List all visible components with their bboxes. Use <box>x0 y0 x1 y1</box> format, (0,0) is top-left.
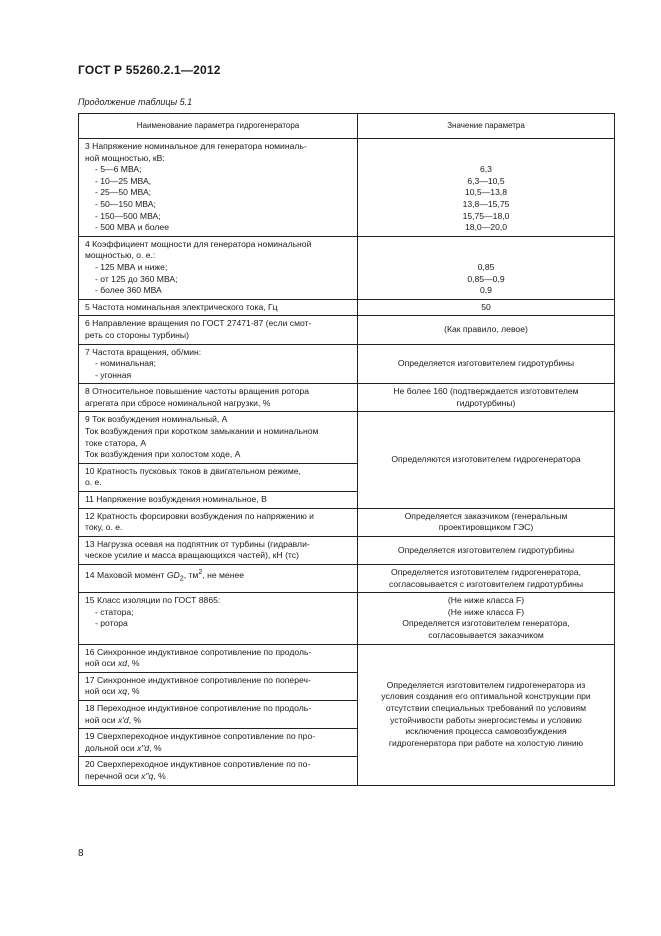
value-text: (Не ниже класса F) <box>447 606 525 617</box>
param-cell: 11 Напряжение возбуждения номинальное, В <box>79 492 358 509</box>
param-cell <box>79 700 358 728</box>
param-cell <box>79 384 358 412</box>
table-row <box>79 644 615 672</box>
param-text: дольной оси <box>85 742 138 753</box>
value-text: 10,5—13,8 <box>464 187 508 198</box>
table-row <box>79 299 615 316</box>
param-item: - 150—500 МВА; <box>95 210 161 221</box>
param-item: - 10—25 МВА, <box>95 175 152 186</box>
param-text: токе статора, А <box>85 437 147 448</box>
table-caption: Продолжение таблицы 5.1 <box>78 97 193 107</box>
param-item: - ротора <box>95 618 128 629</box>
value-text: отсутствии специальных требований по условиям <box>385 702 587 713</box>
param-text: 19 Сверхпереходное индуктивное сопротивление по про- <box>85 731 316 742</box>
value-text: 6,3 <box>480 164 492 175</box>
param-cell <box>79 729 358 757</box>
value-text: Не более 160 (подтверждается изготовителем <box>393 386 579 397</box>
value-text: условия создания его оптимальной конструкции при <box>381 691 591 702</box>
value-cell: (Как правило, левое) <box>358 316 615 344</box>
param-text: ной оси <box>85 658 118 669</box>
param-text: 10 Кратность пусковых токов в двигательном режиме, <box>85 465 301 476</box>
param-text: о. е. <box>85 477 102 488</box>
value-text: согласовывается с изготовителем гидротурбины <box>388 578 584 589</box>
param-text: , % <box>149 742 162 753</box>
param-text: ческое усилие и масса вращающихся частей), кН (тс) <box>85 550 299 561</box>
param-text: 18 Переходное индуктивное сопротивление по продоль- <box>85 702 312 713</box>
value-text: 0,85 <box>477 261 495 272</box>
value-cell <box>358 644 615 785</box>
param-text: Ток возбуждения при холостом ходе, А <box>85 449 241 460</box>
param-text: , % <box>153 770 166 781</box>
value-text: 13,8—15,75 <box>462 198 510 209</box>
value-text: проектировщиком ГЭС) <box>438 522 534 533</box>
param-subscript: 2 <box>179 574 184 583</box>
param-text: 20 Сверхпереходное индуктивное сопротивление по по- <box>85 759 311 770</box>
param-text: 6 Направление вращения по ГОСТ 27471-87 (если смот- <box>85 318 312 329</box>
value-text: 0,85—0,9 <box>467 273 505 284</box>
param-text: 4 Коэффициент мощности для генератора номинальной <box>85 238 312 249</box>
param-cell <box>79 316 358 344</box>
param-symbol: xq <box>117 686 128 697</box>
table-row <box>79 236 615 299</box>
table-row <box>79 412 615 463</box>
param-text: 12 Кратность форсировки возбуждения по напряжению и <box>85 510 314 521</box>
param-text: , % <box>127 658 140 669</box>
param-text: перечной оси <box>85 770 142 781</box>
param-item: - 25—50 МВА; <box>95 187 152 198</box>
table-row <box>79 384 615 412</box>
param-text: 13 Нагрузка осевая на подпятник от турбины (гидравли- <box>85 538 310 549</box>
param-cell <box>79 412 358 463</box>
param-text: 9 Ток возбуждения номинальный, А <box>85 414 228 425</box>
table-row <box>79 344 615 384</box>
value-cell <box>358 508 615 536</box>
value-text: согласовывается заказчиком <box>428 629 544 640</box>
param-text: , % <box>127 686 140 697</box>
param-text: 7 Частота вращения, об/мин: <box>85 346 202 357</box>
param-cell <box>79 593 358 644</box>
param-cell <box>79 536 358 564</box>
param-text: , не менее <box>202 569 245 580</box>
value-text: 15,75—18,0 <box>462 210 510 221</box>
param-item: - 5—6 МВА; <box>95 164 142 175</box>
param-cell <box>79 344 358 384</box>
param-cell <box>79 139 358 237</box>
value-text: гидрогенератора при работе на холостую линию <box>388 737 584 748</box>
value-text: устойчивости работы энергосистемы и условию <box>390 714 582 725</box>
param-item: - от 125 до 360 МВА; <box>95 273 178 284</box>
value-cell: Определяется изготовителем гидротурбины <box>358 344 615 384</box>
param-cell <box>79 757 358 785</box>
param-text: 17 Синхронное индуктивное сопротивление по попереч- <box>85 674 311 685</box>
value-cell <box>358 236 615 299</box>
document-header: ГОСТ Р 55260.2.1—2012 <box>78 63 221 77</box>
table-row <box>79 316 615 344</box>
param-cell: 5 Частота номинальная электрического тока, Гц <box>79 299 358 316</box>
param-cell <box>79 508 358 536</box>
table-header-row <box>79 114 615 139</box>
value-text: Определяется заказчиком (генеральным <box>404 510 568 521</box>
value-text: (Не ниже класса F) <box>447 595 525 606</box>
value-text: 18,0—20,0 <box>464 222 508 233</box>
table-row <box>79 565 615 593</box>
param-text: ной мощностью, кВ: <box>85 152 165 163</box>
param-superscript: 2 <box>198 568 203 576</box>
param-text: ной оси <box>85 714 118 725</box>
param-item: - угонная <box>95 369 132 380</box>
table-row <box>79 508 615 536</box>
param-symbol: GD <box>166 569 180 580</box>
param-item: - номинальная; <box>95 358 157 369</box>
param-cell <box>79 236 358 299</box>
param-text: 8 Относительное повышение частоты вращения ротора <box>85 386 309 397</box>
param-symbol: xd <box>117 658 128 669</box>
param-cell <box>79 463 358 491</box>
param-text: 16 Синхронное индуктивное сопротивление по продоль- <box>85 646 312 657</box>
column-header-value: Значение параметра <box>358 114 615 139</box>
param-symbol: x"d <box>137 742 150 753</box>
param-text: 14 Маховой момент <box>85 569 167 580</box>
value-cell <box>358 139 615 237</box>
table-row <box>79 536 615 564</box>
value-text: Определяется изготовителем генератора, <box>402 618 570 629</box>
param-item: - 50—150 МВА; <box>95 198 156 209</box>
param-cell <box>79 644 358 672</box>
value-text: гидротурбины) <box>456 397 516 408</box>
value-cell: Определяются изготовителем гидрогенератора <box>358 412 615 508</box>
value-cell <box>358 565 615 593</box>
value-text: 6,3—10,5 <box>467 175 505 186</box>
param-item: - 500 МВА и более <box>95 222 169 233</box>
value-cell: 50 <box>358 299 615 316</box>
param-text: ной оси <box>85 686 118 697</box>
table-row <box>79 593 615 644</box>
param-text: току, о. е. <box>85 522 123 533</box>
param-symbol: x"q <box>141 770 154 781</box>
value-text: Определяется изготовителем гидрогенератора из <box>386 679 586 690</box>
value-text: 0,9 <box>480 285 492 296</box>
param-text: 3 Напряжение номинальное для генератора номиналь- <box>85 141 307 151</box>
value-cell <box>358 593 615 644</box>
column-header-name: Наименование параметра гидрогенератора <box>79 114 358 139</box>
param-text: реть со стороны турбины) <box>85 329 189 340</box>
value-text: исключения процесса самовозбуждения <box>405 726 567 737</box>
param-symbol: x'd <box>117 714 129 725</box>
param-item: - статора; <box>95 606 134 617</box>
param-cell <box>79 672 358 700</box>
table-row <box>79 139 615 237</box>
parameters-table <box>78 113 615 786</box>
param-text: Ток возбуждения при коротком замыкании и номинальном <box>85 426 319 437</box>
value-cell: Определяется изготовителем гидротурбины <box>358 536 615 564</box>
param-cell <box>79 565 358 593</box>
param-text: 15 Класс изоляции по ГОСТ 8865: <box>85 595 221 606</box>
param-item: - более 360 МВА <box>95 285 162 296</box>
param-text: , % <box>128 714 142 725</box>
value-text: Определяется изготовителем гидрогенератора, <box>391 567 581 577</box>
param-text: агрегата при сбросе номинальной нагрузки, % <box>85 397 271 408</box>
page-number: 8 <box>78 848 84 859</box>
value-cell <box>358 384 615 412</box>
param-item: - 125 МВА и ниже; <box>95 261 168 272</box>
param-text: мощностью, о. е.: <box>85 250 156 261</box>
param-text: , тм <box>183 569 199 580</box>
